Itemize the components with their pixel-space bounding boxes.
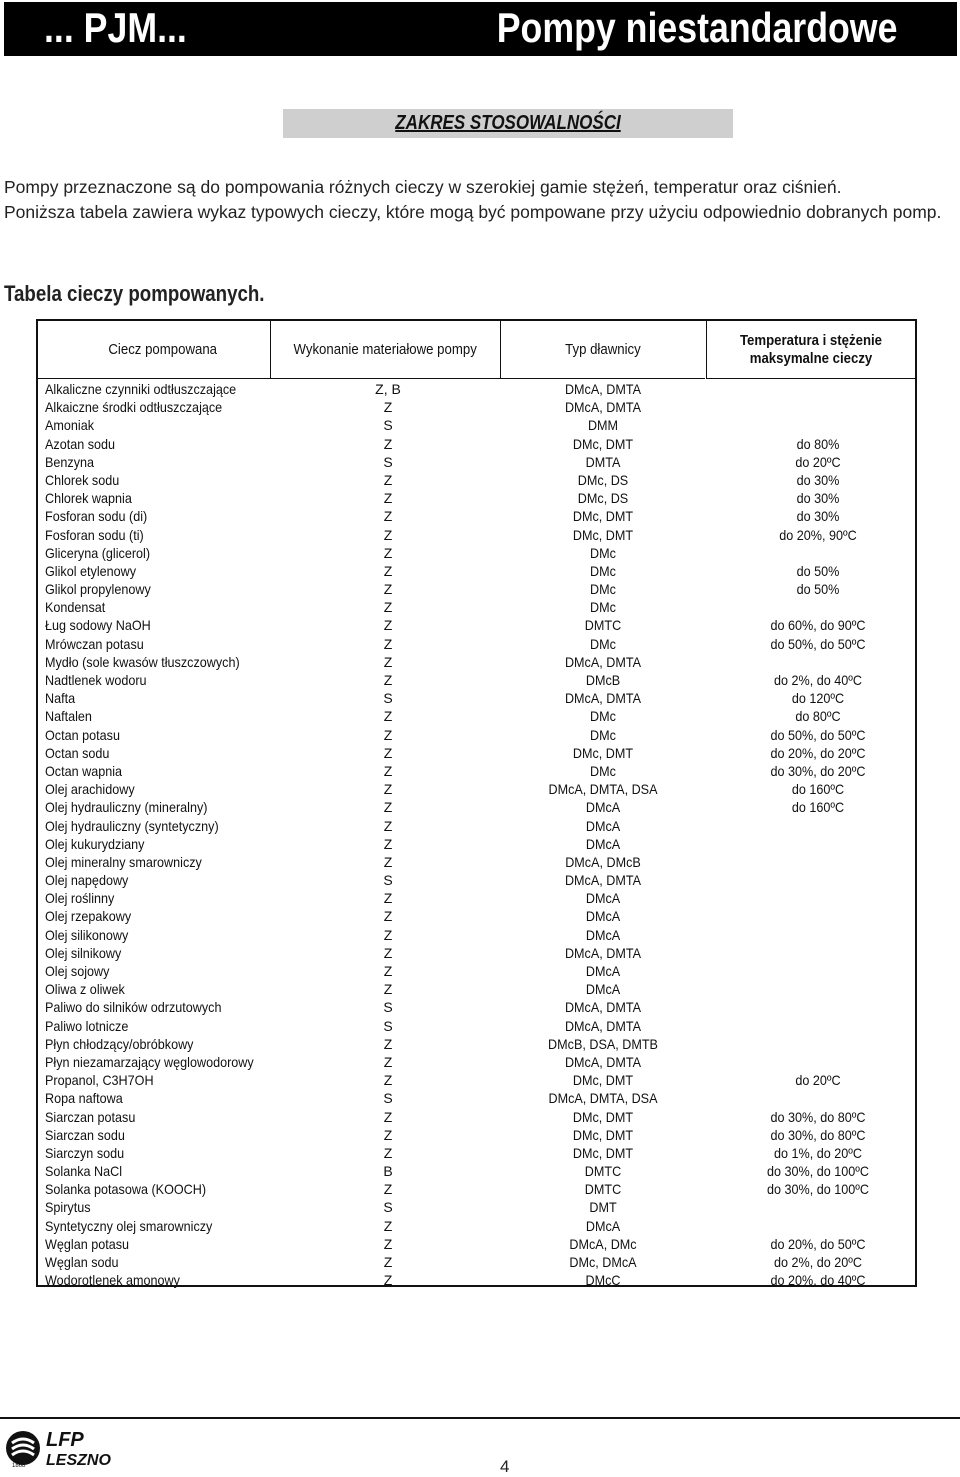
cell-material: Z [383, 435, 393, 452]
cell-liquid: Azotan sodu [45, 435, 116, 452]
intro-text [4, 175, 944, 225]
cell-liquid: Amoniak [45, 417, 95, 434]
cell-material: Z [383, 490, 393, 507]
table-row [38, 1271, 915, 1289]
cell-liquid: Solanka NaCl [45, 1163, 123, 1180]
cell-material: Z [383, 835, 393, 852]
cell-seal: DMcA, DMTA [564, 944, 642, 961]
cell-material: Z [383, 744, 393, 761]
cell-seal: DMcA [585, 981, 621, 998]
cell-liquid: Mrówczan potasu [45, 635, 144, 652]
cell-temperature: do 120ºC [791, 690, 845, 707]
lfp-leszno-logo [4, 1427, 139, 1469]
table-row [38, 1089, 915, 1107]
cell-seal: DMM [587, 417, 619, 434]
cell-temperature: do 160ºC [791, 781, 845, 798]
cell-material: Z [383, 399, 393, 416]
cell-seal: DMc, DMT [572, 508, 634, 525]
cell-seal: DMc [590, 726, 616, 743]
cell-material: Z [383, 1126, 393, 1143]
cell-material: Z [383, 1144, 393, 1161]
cell-material: S [383, 417, 393, 434]
cell-temperature: do 60%, do 90ºC [770, 617, 866, 634]
cell-material: Z [383, 981, 393, 998]
cell-material: Z [383, 708, 393, 725]
table-row [38, 1162, 915, 1180]
cell-seal: DMcA [585, 799, 621, 816]
cell-material: B [383, 1163, 393, 1180]
cell-material: Z [383, 1108, 393, 1125]
cell-liquid: Octan wapnia [45, 762, 123, 779]
cell-temperature: do 20%, do 50ºC [770, 1235, 866, 1252]
cell-liquid: Solanka potasowa (KOOCH) [45, 1181, 207, 1198]
cell-liquid: Kondensat [45, 599, 106, 616]
cell-material: Z [383, 1254, 393, 1270]
cell-seal: DMcC [585, 1272, 621, 1289]
cell-material: Z [383, 1072, 393, 1089]
table-row [38, 980, 915, 998]
table-row [38, 616, 915, 634]
cell-material: S [383, 453, 393, 470]
cell-seal: DMc, DMcA [569, 1254, 637, 1270]
cell-liquid: Octan potasu [45, 726, 120, 743]
cell-seal: DMc [590, 599, 616, 616]
table-row [38, 726, 915, 744]
table-row [38, 1217, 915, 1235]
cell-material: Z [383, 944, 393, 961]
table-row [38, 1144, 915, 1162]
table-row [38, 1180, 915, 1198]
svg-text:1868: 1868 [12, 1463, 26, 1469]
table-row [38, 962, 915, 980]
cell-liquid: Chlorek wapnia [45, 490, 132, 507]
table-row [38, 671, 915, 689]
intro-line-1: Pompy przeznaczone są do pompowania różnych cieczy w szerokiej gamie stężeń, temperatur oraz ciśnień. [4, 177, 842, 197]
table-row [38, 944, 915, 962]
table-row [38, 871, 915, 889]
cell-liquid: Ropa naftowa [45, 1090, 123, 1107]
cell-seal: DMc [590, 581, 616, 598]
cell-liquid: Syntetyczny olej smarowniczy [45, 1217, 213, 1234]
table-row [38, 453, 915, 471]
cell-seal: DMcA, DMTA [564, 872, 642, 889]
cell-material: Z [383, 1053, 393, 1070]
table-row [38, 1017, 915, 1035]
cell-temperature: do 160ºC [791, 799, 845, 816]
table-row [38, 507, 915, 525]
cell-seal: DMcA [585, 963, 621, 979]
cell-seal: DMTC [584, 1163, 622, 1180]
page-number: 4 [500, 1457, 510, 1476]
cell-liquid: Oliwa z oliwek [45, 981, 125, 998]
cell-seal: DMTC [584, 617, 622, 634]
table-header-seal: Typ dławnicy [565, 340, 641, 358]
table-row [38, 1071, 915, 1089]
cell-seal: DMTC [584, 1181, 622, 1198]
cell-temperature: do 20%, do 20ºC [770, 744, 866, 761]
table-row [38, 1053, 915, 1071]
liquids-table [36, 319, 917, 1287]
cell-seal: DMcA, DMTA [564, 653, 642, 670]
cell-material: Z [383, 963, 393, 979]
cell-liquid: Siarczan potasu [45, 1108, 136, 1125]
table-row [38, 398, 915, 416]
table-row [38, 416, 915, 434]
cell-temperature: do 30% [796, 508, 840, 525]
table-row [38, 707, 915, 725]
cell-seal: DMcA, DMTA [564, 999, 642, 1016]
cell-seal: DMcA [585, 890, 621, 907]
cell-liquid: Olej silikonowy [45, 926, 129, 943]
cell-liquid: Olej rzepakowy [45, 908, 132, 925]
cell-material: S [383, 999, 393, 1016]
cell-seal: DMc, DMT [572, 1072, 634, 1089]
column-divider [270, 321, 271, 379]
table-row [38, 653, 915, 671]
cell-seal: DMc, DMT [572, 1126, 634, 1143]
cell-temperature: do 50% [796, 581, 840, 598]
table-row [38, 744, 915, 762]
cell-seal: DMcA, DMcB [565, 853, 641, 870]
table-row [38, 380, 915, 398]
cell-liquid: Olej kukurydziany [45, 835, 145, 852]
cell-material: Z [383, 799, 393, 816]
cell-seal: DMcA [585, 1217, 621, 1234]
section-title-bar [283, 109, 733, 138]
table-body [38, 380, 915, 1289]
cell-temperature: do 20%, do 40ºC [770, 1272, 866, 1289]
cell-seal: DMcA, DMTA [564, 399, 642, 416]
table-row [38, 598, 915, 616]
cell-material: Z [383, 781, 393, 798]
cell-liquid: Olej sojowy [45, 963, 110, 979]
cell-material: Z [383, 926, 393, 943]
cell-liquid: Siarczan sodu [45, 1126, 125, 1143]
cell-material: Z, B [375, 381, 401, 397]
cell-liquid: Nadtlenek wodoru [45, 672, 147, 688]
header-divider [706, 378, 915, 379]
cell-liquid: Benzyna [45, 453, 95, 470]
svg-text:LFP: LFP [46, 1429, 84, 1451]
table-header-liquid: Ciecz pompowana [108, 340, 218, 358]
cell-material: S [383, 1017, 393, 1034]
cell-liquid: Propanol, C3H7OH [45, 1072, 154, 1089]
table-row [38, 1198, 915, 1216]
cell-material: Z [383, 526, 393, 543]
column-divider [500, 321, 501, 379]
table-row [38, 835, 915, 853]
cell-seal: DMcA, DMc [569, 1235, 637, 1252]
cell-temperature: do 50% [796, 562, 840, 579]
cell-seal: DMc [590, 635, 616, 652]
cell-temperature: do 2%, do 20ºC [774, 1254, 862, 1270]
header-right-title: Pompy niestandardowe [496, 4, 897, 51]
cell-material: Z [383, 1181, 393, 1198]
cell-liquid: Olej arachidowy [45, 781, 135, 798]
cell-seal: DMc [590, 562, 616, 579]
table-row [38, 1235, 915, 1253]
cell-liquid: Węglan potasu [45, 1235, 130, 1252]
cell-material: Z [383, 508, 393, 525]
header-divider [38, 378, 705, 379]
cell-seal: DMcA, DMTA [564, 690, 642, 707]
table-row [38, 889, 915, 907]
cell-liquid: Płyn chłodzący/obróbkowy [45, 1035, 194, 1052]
cell-temperature: do 80% [796, 435, 840, 452]
cell-temperature: do 50%, do 50ºC [770, 726, 866, 743]
cell-liquid: Nafta [45, 690, 76, 707]
cell-seal: DMcA [585, 926, 621, 943]
cell-liquid: Mydło (sole kwasów tłuszczowych) [45, 653, 240, 670]
cell-temperature: do 30%, do 100ºC [767, 1163, 869, 1180]
cell-material: S [383, 872, 393, 889]
cell-seal: DMc, DMT [572, 1108, 634, 1125]
cell-liquid: Spirytus [45, 1199, 91, 1216]
cell-material: Z [383, 1235, 393, 1252]
cell-liquid: Glikol propylenowy [45, 581, 151, 598]
cell-material: Z [383, 890, 393, 907]
cell-liquid: Siarczyn sodu [45, 1144, 125, 1161]
cell-temperature: do 30%, do 20ºC [770, 762, 866, 779]
cell-temperature: do 80ºC [795, 708, 841, 725]
cell-liquid: Alkaiczne środki odtłuszczające [45, 399, 223, 416]
table-row [38, 471, 915, 489]
cell-temperature: do 30%, do 100ºC [767, 1181, 869, 1198]
table-row [38, 526, 915, 544]
cell-liquid: Chlorek sodu [45, 471, 120, 488]
cell-seal: DMc [590, 708, 616, 725]
cell-temperature: do 1%, do 20ºC [774, 1144, 862, 1161]
cell-seal: DMcA, DMTA, DSA [548, 1090, 658, 1107]
cell-material: Z [383, 471, 393, 488]
cell-liquid: Węglan sodu [45, 1254, 119, 1270]
cell-liquid: Płyn niezamarzający węglowodorowy [45, 1053, 254, 1070]
table-row [38, 817, 915, 835]
cell-seal: DMcA [585, 908, 621, 925]
cell-liquid: Olej napędowy [45, 872, 129, 889]
cell-material: S [383, 1199, 393, 1216]
cell-seal: DMcB [585, 672, 621, 688]
table-row [38, 635, 915, 653]
cell-temperature: do 30%, do 80ºC [770, 1108, 866, 1125]
table-row [38, 998, 915, 1016]
cell-temperature: do 2%, do 40ºC [774, 672, 862, 688]
cell-material: Z [383, 562, 393, 579]
table-row [38, 1035, 915, 1053]
table-row [38, 544, 915, 562]
table-row [38, 580, 915, 598]
cell-liquid: Olej mineralny smarowniczy [45, 853, 202, 870]
cell-material: Z [383, 1035, 393, 1052]
cell-seal: DMc [590, 544, 616, 561]
cell-seal: DMcB, DSA, DMTB [548, 1035, 658, 1052]
table-row [38, 562, 915, 580]
cell-liquid: Olej hydrauliczny (mineralny) [45, 799, 208, 816]
intro-line-2: Poniższa tabela zawiera wykaz typowych cieczy, które mogą być pompowane przy użyciu odpowiednio dobranych pomp. [4, 202, 942, 222]
svg-text:LESZNO: LESZNO [46, 1452, 111, 1469]
cell-temperature: do 30% [796, 471, 840, 488]
table-row [38, 489, 915, 507]
header-left-title: ... PJM... [44, 4, 187, 51]
footer-divider [0, 1417, 960, 1419]
cell-material: Z [383, 908, 393, 925]
cell-material: Z [383, 817, 393, 834]
table-row [38, 853, 915, 871]
cell-material: S [383, 1090, 393, 1107]
table-row [38, 1126, 915, 1144]
cell-material: Z [383, 726, 393, 743]
page-header [4, 2, 957, 56]
column-divider [706, 321, 707, 379]
cell-liquid: Olej roślinny [45, 890, 115, 907]
cell-seal: DMc, DMT [572, 435, 634, 452]
cell-temperature: do 20ºC [795, 453, 841, 470]
cell-temperature: do 50%, do 50ºC [770, 635, 866, 652]
table-header-temperature: Temperatura i stężenie maksymalne cieczy [739, 331, 883, 367]
cell-material: Z [383, 853, 393, 870]
cell-seal: DMcA, DMTA [564, 381, 642, 397]
table-row [38, 926, 915, 944]
cell-seal: DMc [590, 762, 616, 779]
table-row [38, 435, 915, 453]
cell-material: Z [383, 635, 393, 652]
cell-seal: DMcA [585, 835, 621, 852]
table-row [38, 907, 915, 925]
cell-liquid: Fosforan sodu (ti) [45, 526, 144, 543]
cell-liquid: Olej silnikowy [45, 944, 122, 961]
cell-material: S [383, 690, 393, 707]
cell-material: Z [383, 599, 393, 616]
cell-material: Z [383, 762, 393, 779]
cell-material: Z [383, 1272, 393, 1289]
table-row [38, 689, 915, 707]
cell-material: Z [383, 1217, 393, 1234]
table-subtitle: Tabela cieczy pompowanych. [4, 281, 265, 306]
cell-seal: DMcA, DMTA [564, 1017, 642, 1034]
cell-seal: DMc, DS [577, 471, 629, 488]
table-row [38, 1108, 915, 1126]
cell-temperature: do 30% [796, 490, 840, 507]
cell-temperature: do 20ºC [795, 1072, 841, 1089]
cell-seal: DMc, DMT [572, 526, 634, 543]
table-row [38, 1253, 915, 1271]
table-row [38, 780, 915, 798]
cell-seal: DMT [589, 1199, 617, 1216]
cell-temperature: do 30%, do 80ºC [770, 1126, 866, 1143]
cell-material: Z [383, 581, 393, 598]
cell-material: Z [383, 617, 393, 634]
cell-seal: DMcA, DMTA [564, 1053, 642, 1070]
cell-liquid: Wodorotlenek amonowy [45, 1272, 180, 1289]
cell-seal: DMTA [585, 453, 621, 470]
table-header-material: Wykonanie materiałowe pompy [293, 340, 477, 358]
cell-temperature: do 20%, 90ºC [779, 526, 857, 543]
cell-seal: DMc, DS [577, 490, 629, 507]
cell-liquid: Paliwo lotnicze [45, 1017, 129, 1034]
cell-seal: DMc, DMT [572, 1144, 634, 1161]
cell-material: Z [383, 544, 393, 561]
cell-liquid: Naftalen [45, 708, 92, 725]
table-row [38, 762, 915, 780]
cell-liquid: Octan sodu [45, 744, 110, 761]
section-title: ZAKRES STOSOWALNOŚCI [395, 112, 621, 134]
cell-liquid: Ług sodowy NaOH [45, 617, 151, 634]
cell-liquid: Paliwo do silników odrzutowych [45, 999, 222, 1016]
cell-liquid: Fosforan sodu (di) [45, 508, 148, 525]
cell-liquid: Glikol etylenowy [45, 562, 137, 579]
cell-liquid: Alkaliczne czynniki odtłuszczające [45, 381, 237, 397]
cell-seal: DMcA [585, 817, 621, 834]
cell-liquid: Olej hydrauliczny (syntetyczny) [45, 817, 219, 834]
cell-seal: DMcA, DMTA, DSA [548, 781, 658, 798]
cell-material: Z [383, 672, 393, 688]
cell-seal: DMc, DMT [572, 744, 634, 761]
table-row [38, 798, 915, 816]
cell-material: Z [383, 653, 393, 670]
cell-liquid: Gliceryna (glicerol) [45, 544, 151, 561]
